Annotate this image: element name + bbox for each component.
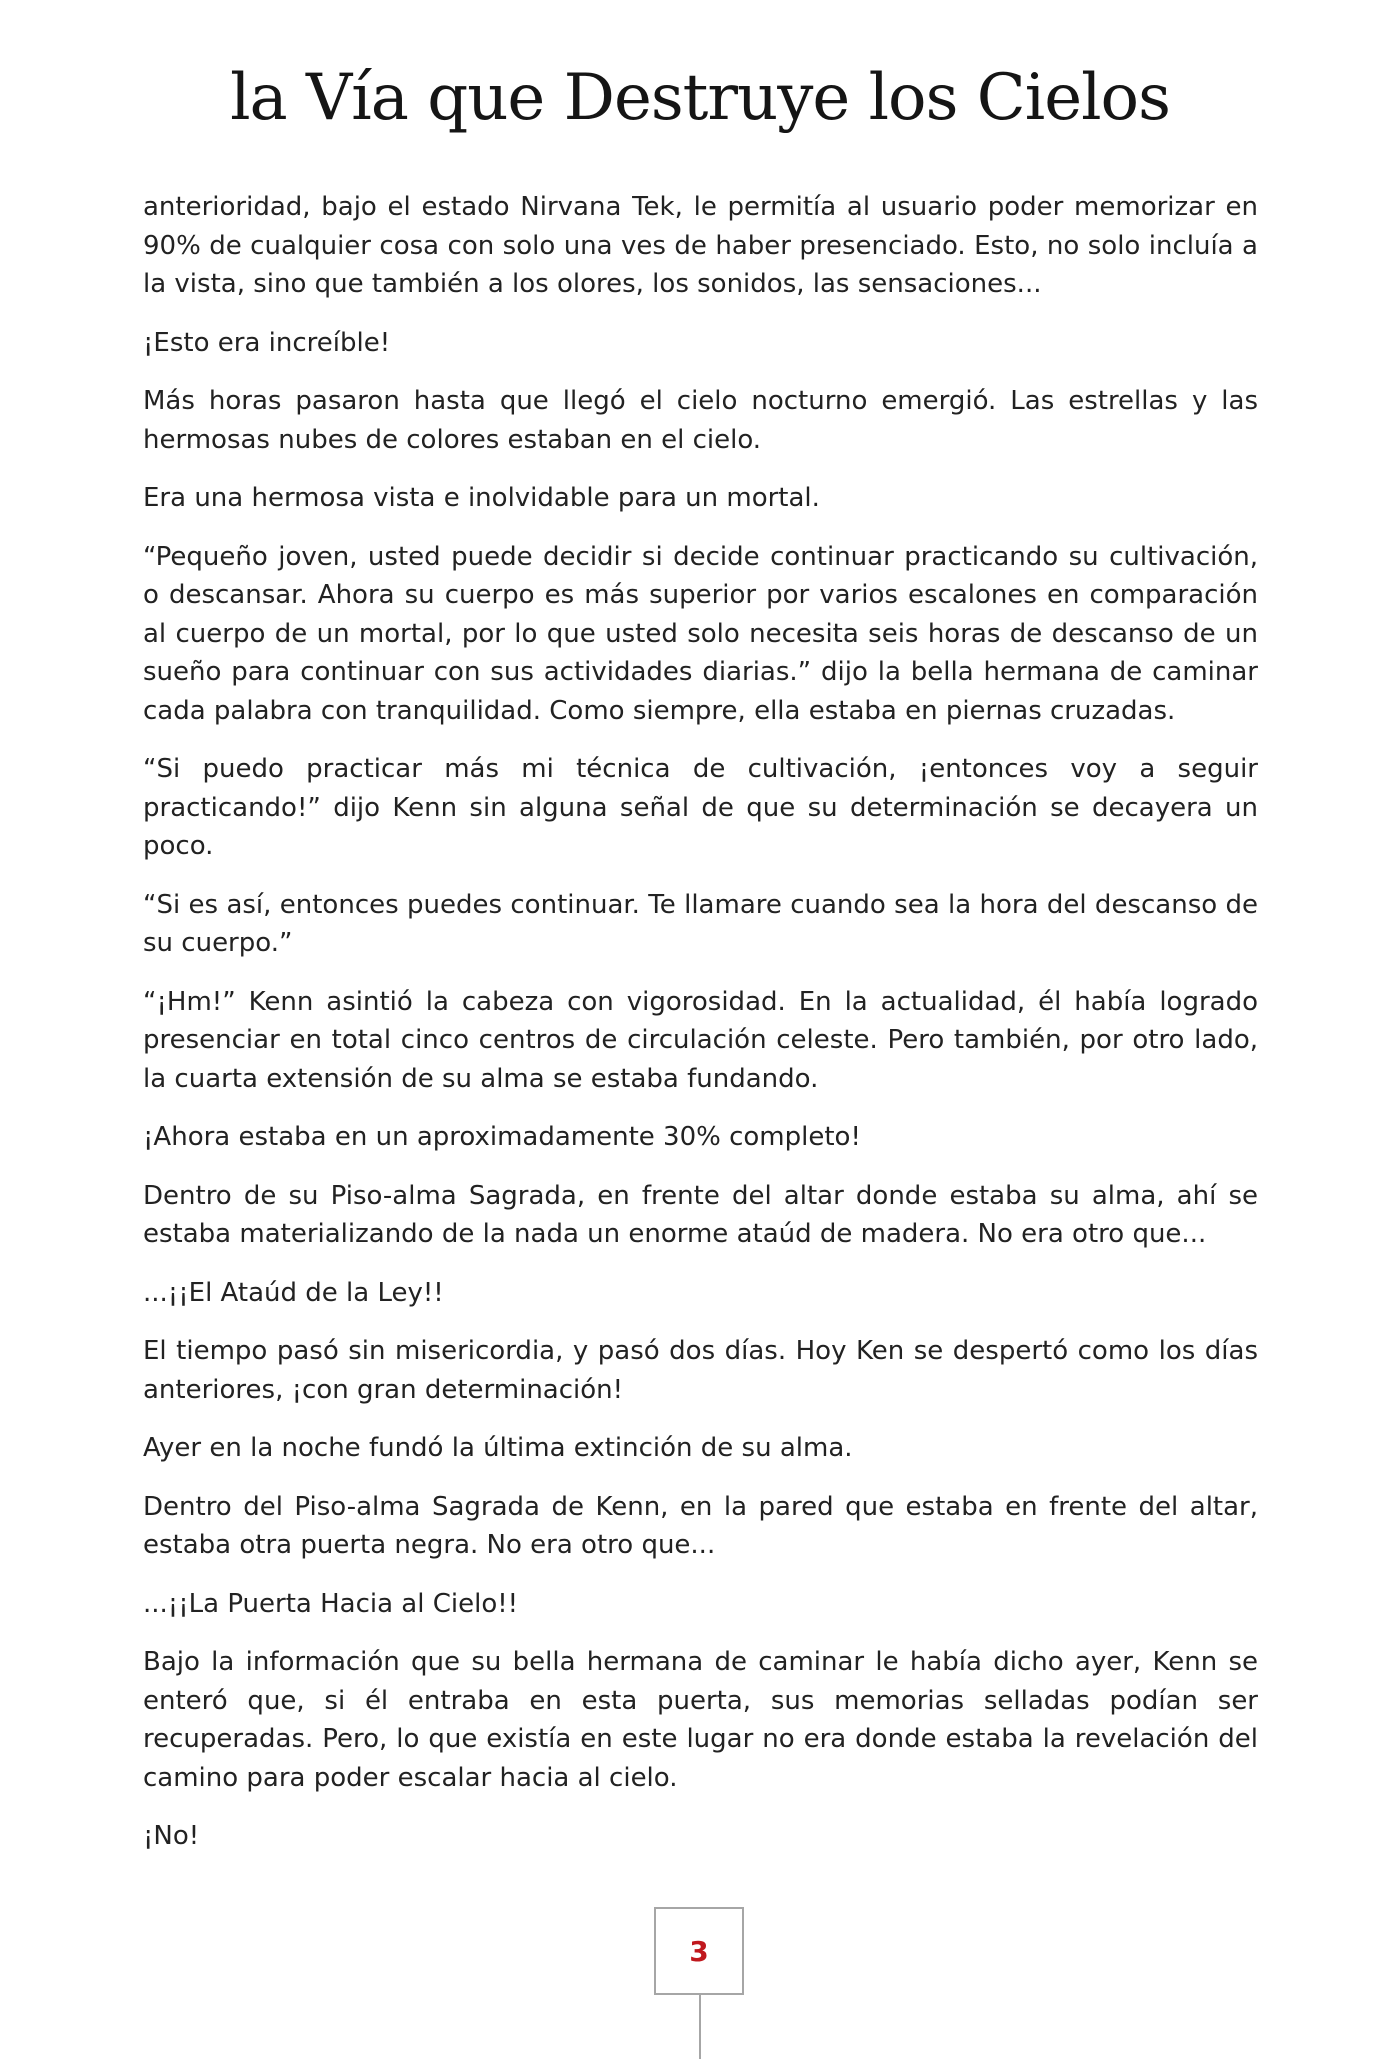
paragraph: ¡No!	[143, 1821, 200, 1851]
paragraph: Ayer en la noche fundó la última extinción de su alma.	[143, 1433, 853, 1463]
paragraph: Bajo la información que su bella hermana de caminar le había dicho ayer, Kenn se enteró que, si él entraba en esta puerta, sus memorias selladas podían ser recuperadas. Pero, lo que existía en este lugar no era donde estaba la revelación del camino para poder escalar hacia al cielo.	[143, 1647, 1258, 1793]
paragraph: “Pequeño joven, usted puede decidir si decide continuar practicando su cultivación, o descansar. Ahora su cuerpo es más superior por varios escalones en comparación al cuerpo de un mortal, por lo que usted solo necesita seis horas de descanso de un sueño para continuar con sus actividades diarias.” dijo la bella hermana de caminar cada palabra con tranquilidad. Como siempre, ella estaba en piernas cruzadas.	[143, 541, 1258, 726]
paragraph: Más horas pasaron hasta que llegó el cielo nocturno emergió. Las estrellas y las hermosas nubes de colores estaban en el cielo.	[143, 386, 1258, 455]
paragraph: “Si puedo practicar más mi técnica de cultivación, ¡entonces voy a seguir practicando!” dijo Kenn sin alguna señal de que su determinación se decayera un poco.	[143, 754, 1258, 861]
paragraph: Era una hermosa vista e inolvidable para un mortal.	[143, 483, 820, 513]
paragraph: El tiempo pasó sin misericordia, y pasó dos días. Hoy Ken se despertó como los días anteriores, ¡con gran determinación!	[143, 1336, 1258, 1405]
page-number-divider	[699, 1995, 701, 2059]
paragraph: ¡Ahora estaba en un aproximadamente 30% completo!	[143, 1122, 861, 1152]
page-number-box	[654, 1907, 744, 1995]
paragraph: ...¡¡El Ataúd de la Ley!!	[143, 1277, 444, 1308]
paragraph: “¡Hm!” Kenn asintió la cabeza con vigorosidad. En la actualidad, él había logrado presenciar en total cinco centros de circulación celeste. Pero también, por otro lado, la cuarta extensión de su alma se estaba fundando.	[143, 986, 1258, 1094]
page-number: 3	[689, 1934, 709, 1968]
paragraph: Dentro de su Piso-alma Sagrada, en frente del altar donde estaba su alma, ahí se estaba materializando de la nada un enorme ataúd de madera. No era otro que...	[143, 1180, 1258, 1249]
paragraph: Dentro del Piso-alma Sagrada de Kenn, en la pared que estaba en frente del altar, estaba otra puerta negra. No era otro que...	[143, 1491, 1258, 1560]
body-text	[143, 188, 1258, 1876]
paragraph: ...¡¡La Puerta Hacia al Cielo!!	[143, 1588, 519, 1619]
paragraph: ¡Esto era increíble!	[143, 327, 391, 358]
page-title: la Vía que Destruye los Cielos	[230, 61, 1170, 135]
paragraph: “Si es así, entonces puedes continuar. Te llamare cuando sea la hora del descanso de su cuerpo.”	[143, 889, 1258, 958]
paragraph: anterioridad, bajo el estado Nirvana Tek, le permitía al usuario poder memorizar en 90% de cualquier cosa con solo una ves de haber presenciado. Esto, no solo incluía a la vista, sino que también a los olores, los sonidos, las sensaciones...	[143, 192, 1258, 299]
